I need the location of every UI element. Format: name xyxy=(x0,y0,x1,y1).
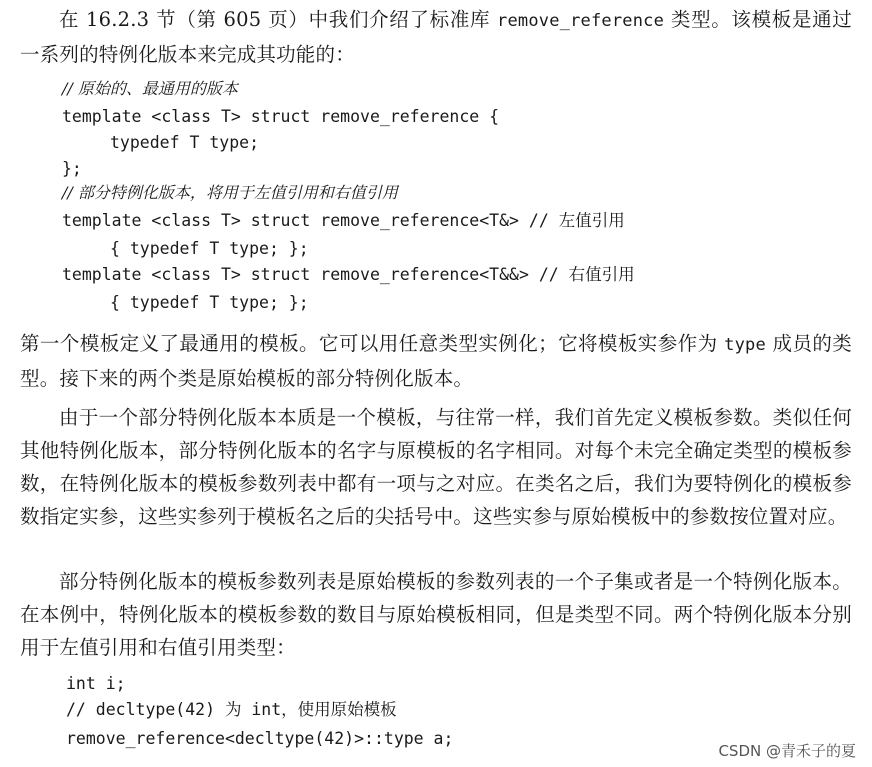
code-line: int i; xyxy=(66,674,126,693)
paragraph-1 xyxy=(20,327,852,395)
code-line xyxy=(62,78,238,100)
intro-paragraph xyxy=(20,3,852,71)
code-line: remove_reference<decltype(42)>::type a; xyxy=(66,729,454,748)
intro-text-2: 类型。该模板是通过一系列的特例化版本来完成其功能的： xyxy=(20,8,852,66)
code-comment: // 原始的、最通用的版本 xyxy=(62,79,238,98)
intro-inline-code: remove_reference xyxy=(497,11,665,31)
paragraph-2: 由于一个部分特例化版本本质是一个模板，与往常一样，我们首先定义模板参数。类似任何其他特例化版本，部分特例化版本的名字与原模板的名字相同。对每个未完全确定类型的模板参数，在特例化版本的模板参数列表中都有一项与之对应。在类名之后，我们为要特例化的模板参数指定实参，这些实参列于模板名之后的尖括号中。这些实参与原始模板中的参数按位置对应。 xyxy=(20,406,852,528)
intro-text-1: 在 16.2.3 节（第 605 页）中我们介绍了标准库 xyxy=(59,8,498,31)
csdn-watermark: CSDN @青禾子的夏 xyxy=(718,742,856,760)
code-line: template <class T> struct remove_reference<T&&> // 右值引用 xyxy=(62,265,635,284)
code-line xyxy=(62,182,398,204)
code-comment: // 部分特例化版本，将用于左值引用和右值引用 xyxy=(62,183,398,202)
para1-inline-code: type xyxy=(724,335,766,355)
code-line: template <class T> struct remove_reference { xyxy=(62,107,500,126)
para1-text-1: 第一个模板定义了最通用的模板。它可以用任意类型实例化；它将模板实参作为 xyxy=(20,332,725,355)
code-comment: // decltype(42) 为 int，使用原始模板 xyxy=(66,700,397,719)
code-line: { typedef T type; }; xyxy=(110,239,309,258)
paragraph-3: 部分特例化版本的模板参数列表是原始模板的参数列表的一个子集或者是一个特例化版本。在本例中，特例化版本的模板参数的数目与原始模板相同，但是类型不同。两个特例化版本分别用于左值引用和右值引用类型： xyxy=(20,570,852,659)
code-line: template <class T> struct remove_reference<T&> // 左值引用 xyxy=(62,211,625,230)
code-line: typedef T type; xyxy=(110,133,260,152)
code-line: }; xyxy=(62,159,82,178)
code-line: { typedef T type; }; xyxy=(110,293,309,312)
para1-text-2: 成员的类型。接下来的两个类是原始模板的部分特例化版本。 xyxy=(20,332,853,390)
code-line xyxy=(66,699,397,721)
